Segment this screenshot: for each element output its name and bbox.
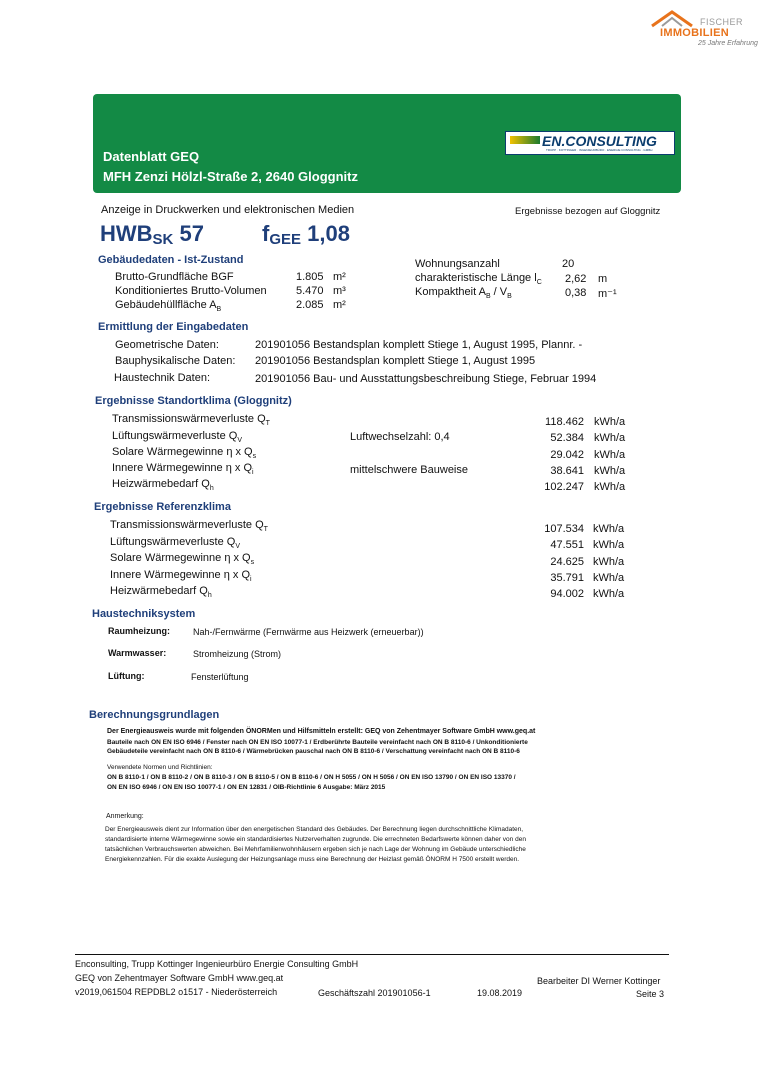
row-value: 201901056 Bestandsplan komplett Stiege 1, August 1995, Plannr. - — [255, 339, 583, 351]
footer-geschaeftszahl: Geschäftszahl 201901056-1 — [318, 988, 431, 998]
row-value: 107.534 — [544, 523, 584, 535]
row-value: Nah-/Fernwärme (Fernwärme aus Heizwerk (erneuerbar)) — [193, 627, 424, 637]
row-label: Transmissionswärmeverluste $Q_T$ — [110, 519, 268, 534]
row-value: 102.247 — [544, 481, 584, 493]
section-standortklima: Ergebnisse Standortklima (Gloggnitz) — [95, 395, 292, 407]
row-unit: m² — [333, 299, 346, 311]
row-unit: kWh/a — [593, 556, 625, 568]
normen-title: Verwendete Normen und Richtlinien: — [107, 764, 213, 771]
header-address: MFH Zenzi Hölzl-Straße 2, 2640 Gloggnitz — [103, 169, 358, 184]
row-value: 118.462 — [545, 416, 584, 428]
row-value: 1.805 — [296, 271, 324, 283]
anmerkung-title: Anmerkung: — [106, 813, 144, 820]
row-unit: kWh/a — [593, 588, 625, 600]
row-value: 29.042 — [550, 449, 584, 461]
footer-bearbeiter: Bearbeiter DI Werner Kottinger — [537, 976, 661, 986]
row-label: Heizwärmebedarf $Q_h$ — [110, 585, 212, 600]
row-label: Lüftungswärmeverluste $Q_V$ — [110, 536, 241, 551]
row-label: Haustechnik Daten: — [114, 372, 210, 384]
row-unit: kWh/a — [594, 416, 626, 428]
row-label: Raumheizung: — [108, 626, 170, 636]
row-label: Heizwärmebedarf $Q_h$ — [112, 478, 214, 493]
row-value: 5.470 — [296, 285, 324, 297]
logo-sub-text: 25 Jahre Erfahrung — [698, 40, 758, 47]
intro-text: Anzeige in Druckwerken und elektronischen Medien — [101, 204, 355, 216]
row-unit: kWh/a — [594, 432, 626, 444]
anmerkung-line: Der Energieausweis dient zur Information über den energetischen Standard des Gebäudes. Der Berechnung liegen durchschnittliche Klimadaten, — [105, 826, 524, 833]
footer-line: v2019,061504 REPDBL2 o1517 - Niederösterreich — [75, 987, 278, 997]
row-unit: m — [598, 273, 608, 285]
row-unit: kWh/a — [593, 539, 625, 551]
row-label: Konditioniertes Brutto-Volumen — [115, 285, 267, 297]
company-logo — [648, 4, 760, 50]
hwb-value: $HWB_{SK}$ 57 — [100, 221, 204, 248]
section-eingabedaten: Ermittlung der Eingabedaten — [98, 321, 249, 333]
fgee-value: $f_{GEE}$ 1,08 — [262, 221, 350, 248]
enconsulting-tagline: TRUPP · KOTTINGER · INGENIEURBÜRO · ENERGIE CONSULTING · GMBH — [546, 148, 653, 152]
row-label: Innere Wärmegewinne η x $Q_i$ — [110, 569, 252, 584]
row-value: Stromheizung (Strom) — [193, 649, 282, 659]
row-value: 24.625 — [550, 556, 584, 568]
row-label: Kompaktheit $A_B / V_B$ — [415, 286, 512, 301]
row-value: 201901056 Bau- und Ausstattungsbeschreibung Stiege, Februar 1994 — [255, 373, 597, 385]
row-note: mittelschwere Bauweise — [350, 464, 468, 476]
berechnung-line: Bauteile nach ON EN ISO 6946 / Fenster nach ON EN ISO 10077-1 / Erdberührte Bauteile vereinfacht nach ON B 8110-6 / Unkonditionierte — [107, 739, 528, 746]
row-unit: kWh/a — [593, 572, 625, 584]
section-haustechnik: Haustechniksystem — [92, 608, 196, 620]
logo-main-text: IMMOBILIEN — [660, 27, 729, 39]
footer-line: Enconsulting, Trupp Kottinger Ingenieurbüro Energie Consulting GmbH — [75, 959, 359, 969]
row-label: Solare Wärmegewinne η x $Q_s$ — [112, 446, 257, 461]
anmerkung-line: Energiekennzahlen. Für die exakte Auslegung der Heizungsanlage muss eine Berechnung der Heizlast gemäß ÖNORM H 7500 erstellt werden. — [105, 856, 520, 863]
logo-stripe-icon — [510, 136, 540, 144]
row-label: Innere Wärmegewinne η x $Q_i$ — [112, 462, 254, 477]
row-label: Geometrische Daten: — [115, 339, 219, 351]
row-unit: kWh/a — [594, 449, 626, 461]
row-value: 94.002 — [550, 588, 584, 600]
row-value: 47.551 — [550, 539, 584, 551]
row-label: Wohnungsanzahl — [415, 258, 500, 270]
anmerkung-line: standardisierte interne Wärmegewinne sowie ein standardisiertes Nutzerverhalten zugrunde. Die errechneten Bedarfswerte können daher von den — [105, 836, 526, 843]
row-label: Warmwasser: — [108, 648, 167, 658]
row-value: 35.791 — [550, 572, 584, 584]
row-value: 20 — [562, 258, 575, 270]
row-value: Fensterlüftung — [191, 672, 249, 682]
row-label: charakteristische Länge $l_C$ — [415, 272, 542, 287]
row-label: Lüftung: — [108, 671, 145, 681]
row-label: Solare Wärmegewinne η x $Q_s$ — [110, 552, 255, 567]
row-label: Transmissionswärmeverluste $Q_T$ — [112, 413, 270, 428]
row-label: Gebäudehüllfläche $A_B$ — [115, 299, 222, 314]
row-label: Bauphysikalische Daten: — [115, 355, 236, 367]
berechnung-intro: Der Energieausweis wurde mit folgenden ÖNORMen und Hilfsmitteln erstellt: GEQ von Zehentmayer Software GmbH www.geq.at — [107, 728, 536, 735]
row-unit: m⁻¹ — [598, 288, 617, 300]
row-unit: m³ — [333, 285, 346, 297]
row-value: 0,38 — [565, 287, 587, 299]
row-label: Lüftungswärmeverluste $Q_V$ — [112, 430, 243, 445]
row-value: 2.085 — [296, 299, 324, 311]
footer-date: 19.08.2019 — [477, 988, 523, 998]
header-title: Datenblatt GEQ — [103, 149, 200, 164]
row-unit: m² — [333, 271, 346, 283]
enconsulting-logo — [505, 131, 675, 155]
row-label: Brutto-Grundfläche BGF — [115, 271, 234, 283]
anmerkung-line: tatsächlichen Verbrauchswerten abweichen. Bei Mehrfamilienwohnhäusern ergeben sich je nach Lage der Wohnung im Gebäude unterschiedliche — [105, 846, 526, 853]
section-berechnung: Berechnungsgrundlagen — [89, 709, 220, 721]
row-note: Luftwechselzahl: 0,4 — [350, 431, 450, 443]
row-value: 52.384 — [550, 432, 584, 444]
row-unit: kWh/a — [594, 481, 626, 493]
logo-top-text: FISCHER — [700, 17, 744, 27]
berechnung-line: Gebäudeteile vereinfacht nach ON B 8110-6 / Wärmebrücken pauschal nach ON B 8110-6 / Verschattung vereinfacht nach ON B 8110-6 — [107, 748, 520, 755]
enconsulting-logo-text: EN.CONSULTING — [542, 133, 657, 149]
section-referenzklima: Ergebnisse Referenzklima — [94, 501, 231, 513]
section-gebaeudedaten: Gebäudedaten - Ist-Zustand — [98, 254, 244, 266]
normen-line: ON B 8110-1 / ON B 8110-2 / ON B 8110-3 / ON B 8110-5 / ON B 8110-6 / ON H 5055 / ON H 5056 / ON EN ISO 13790 / ON EN ISO 13370 / — [107, 774, 516, 781]
footer-divider — [75, 954, 669, 955]
normen-line: ON EN ISO 6946 / ON EN ISO 10077-1 / ON EN 12831 / OIB-Richtlinie 6 Ausgabe: März 2015 — [107, 784, 386, 791]
row-unit: kWh/a — [593, 523, 625, 535]
row-value: 2,62 — [565, 273, 587, 285]
row-unit: kWh/a — [594, 465, 626, 477]
footer-line: GEQ von Zehentmayer Software GmbH www.geq.at — [75, 973, 284, 983]
row-value: 38.641 — [550, 465, 584, 477]
footer-page: Seite 3 — [636, 989, 665, 999]
row-value: 201901056 Bestandsplan komplett Stiege 1, August 1995 — [255, 355, 536, 367]
intro-right: Ergebnisse bezogen auf Gloggnitz — [515, 206, 661, 217]
